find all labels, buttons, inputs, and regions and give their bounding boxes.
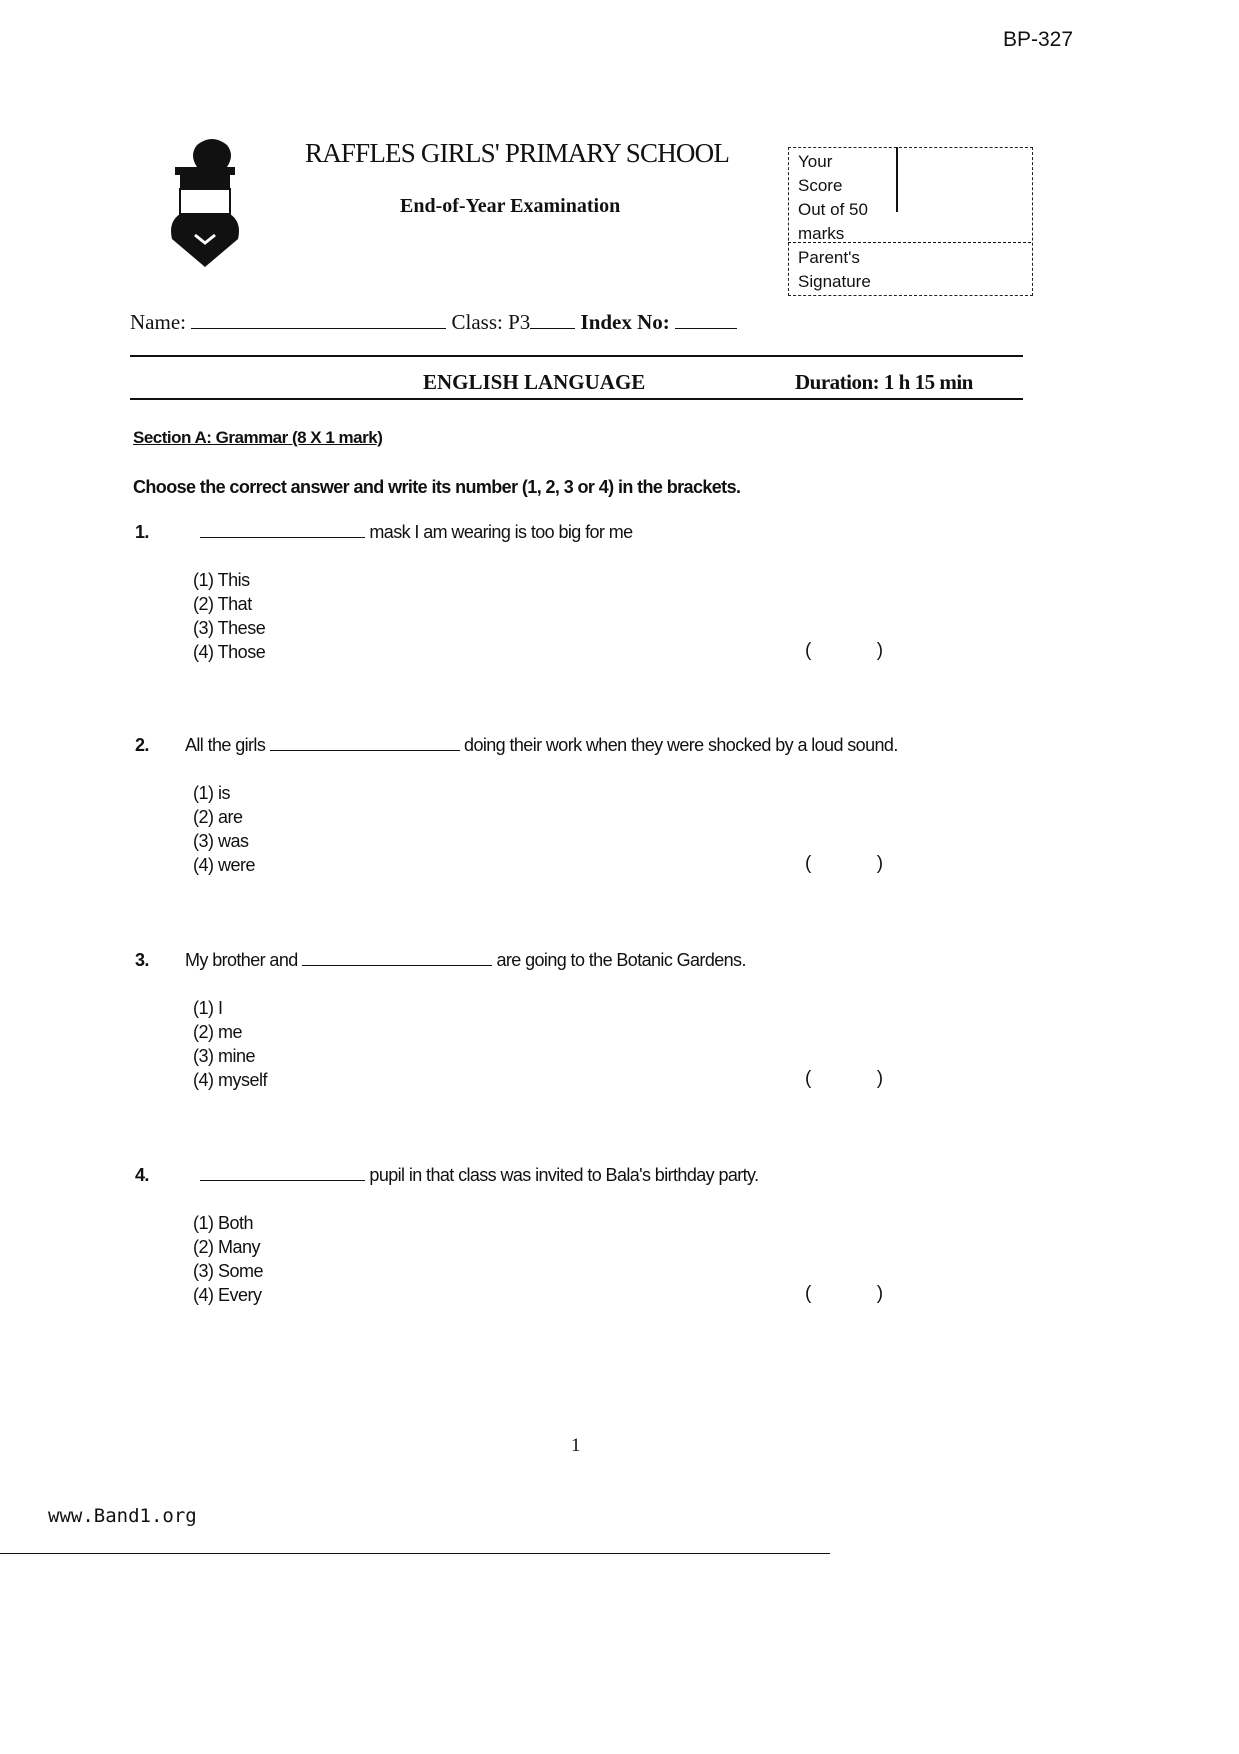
school-crest-logo — [155, 135, 270, 270]
signature-label-line: Signature — [798, 272, 871, 291]
answer-option: (3) Some — [193, 1261, 264, 1281]
question-text — [185, 735, 898, 756]
score-label-line: marks — [798, 224, 845, 243]
answer-blank — [200, 1166, 365, 1181]
question-text-after: doing their work when they were shocked by a loud sound. — [464, 735, 898, 755]
school-name: RAFFLES GIRLS' PRIMARY SCHOOL — [305, 138, 730, 168]
footer-line — [0, 1553, 830, 1554]
question-number: 2. — [135, 735, 149, 755]
answer-option: (4) myself — [193, 1070, 268, 1090]
page-number: 1 — [571, 1435, 581, 1456]
answer-option: (1) Both — [193, 1213, 254, 1233]
divider — [130, 398, 1023, 400]
question-text-after: mask I am wearing is too big for me — [369, 522, 633, 542]
box-divider — [896, 147, 898, 212]
exam-title: End-of-Year Examination — [400, 195, 621, 217]
answer-option: (1) is — [193, 783, 230, 803]
question-text-before: My brother and — [185, 950, 298, 970]
student-info-line — [130, 310, 737, 335]
doc-code: BP-327 — [1003, 28, 1074, 51]
index-input[interactable] — [675, 314, 737, 329]
answer-bracket[interactable] — [805, 640, 882, 662]
bracket-open: ( — [805, 1283, 811, 1304]
answer-option: (2) Many — [193, 1237, 261, 1257]
answer-blank — [200, 523, 365, 538]
class-input[interactable] — [530, 314, 575, 329]
answer-option: (3) mine — [193, 1046, 256, 1066]
bracket-open: ( — [805, 640, 811, 661]
question-number: 4. — [135, 1165, 149, 1185]
question-text-before: All the girls — [185, 735, 266, 755]
subject-title: ENGLISH LANGUAGE — [423, 370, 646, 394]
bracket-close: ) — [876, 853, 883, 874]
question-number: 1. — [135, 522, 149, 542]
instruction: Choose the correct answer and write its number (1, 2, 3 or 4) in the brackets. — [133, 477, 741, 497]
class-label: Class: P3 — [451, 310, 531, 334]
bracket-close: ) — [876, 640, 883, 661]
name-input[interactable] — [191, 314, 446, 329]
divider — [130, 355, 1023, 357]
answer-option: (1) This — [193, 570, 250, 590]
index-label: Index No: — [580, 310, 670, 334]
answer-blank — [302, 951, 492, 966]
answer-blank — [270, 736, 460, 751]
bracket-close: ) — [876, 1283, 883, 1304]
answer-option: (4) Those — [193, 642, 266, 662]
bracket-open: ( — [805, 1068, 811, 1089]
score-label-line: Out of 50 — [798, 200, 868, 219]
answer-option: (2) are — [193, 807, 243, 827]
question-text — [200, 1165, 759, 1186]
question-text — [200, 522, 633, 543]
answer-option: (4) were — [193, 855, 256, 875]
question-number: 3. — [135, 950, 149, 970]
score-label-line: Your — [798, 152, 833, 171]
answer-option: (2) That — [193, 594, 252, 614]
name-label: Name: — [130, 310, 186, 334]
answer-option: (1) I — [193, 998, 223, 1018]
question-text — [185, 950, 746, 971]
answer-bracket[interactable] — [805, 1283, 882, 1305]
answer-bracket[interactable] — [805, 1068, 882, 1090]
answer-option: (2) me — [193, 1022, 243, 1042]
answer-option: (4) Every — [193, 1285, 262, 1305]
section-title: Section A: Grammar (8 X 1 mark) — [133, 428, 383, 447]
score-label — [798, 150, 871, 294]
answer-option: (3) was — [193, 831, 249, 851]
watermark: www.Band1.org — [48, 1505, 197, 1527]
signature-label-line: Parent's — [798, 248, 860, 267]
duration: Duration: 1 h 15 min — [795, 370, 973, 394]
question-text-after: are going to the Botanic Gardens. — [496, 950, 746, 970]
score-label-line: Score — [798, 176, 843, 195]
question-text-after: pupil in that class was invited to Bala's birthday party. — [369, 1165, 759, 1185]
bracket-open: ( — [805, 853, 811, 874]
bracket-close: ) — [876, 1068, 883, 1089]
answer-option: (3) These — [193, 618, 266, 638]
answer-bracket[interactable] — [805, 853, 882, 875]
